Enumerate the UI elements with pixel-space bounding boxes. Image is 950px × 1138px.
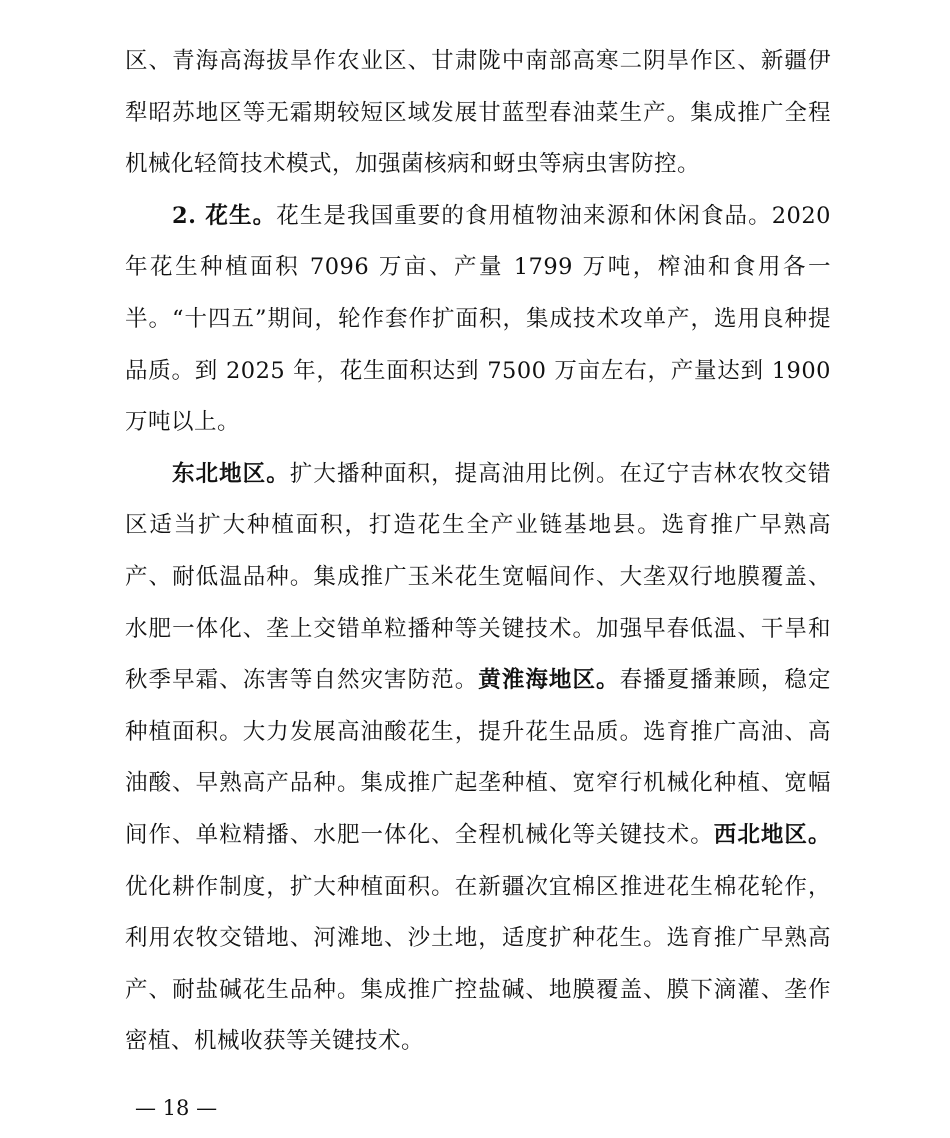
region-heading-northeast: 东北地区。 <box>172 460 290 487</box>
paragraph-peanut-regions <box>125 449 831 1068</box>
page-number: — 18 — <box>135 1096 218 1120</box>
document-body <box>125 36 831 1068</box>
paragraph-oilseed-rape-regions <box>125 36 831 191</box>
paragraph-peanut-overview <box>125 191 831 449</box>
region-heading-huang-huai-hai: 黄淮海地区。 <box>478 667 620 694</box>
paragraph-text: 春播夏播兼顾，稳定种植面积。大力发展高油酸花生，提升花生品质。选育推广高油、高油酸、早熟高产品种。集成推广起垄种植、宽窄行机械化种植、宽幅间作、单粒精播、水肥一体化、全程机械化等关键技术。 <box>125 667 831 848</box>
paragraph-text: 优化耕作制度，扩大种植面积。在新疆次宜棉区推进花生棉花轮作，利用农牧交错地、河滩地、沙土地，适度扩种花生。选育推广早熟高产、耐盐碱花生品种。集成推广控盐碱、地膜覆盖、膜下滴灌、垄作密植、机械收获等关键技术。 <box>125 873 831 1055</box>
paragraph-text: 区、青海高海拔旱作农业区、甘肃陇中南部高寒二阴旱作区、新疆伊犁昭苏地区等无霜期较短区域发展甘蓝型春油菜生产。集成推广全程机械化轻简技术模式，加强菌核病和蚜虫等病虫害防控。 <box>125 48 831 178</box>
section-heading-peanut: 2. 花生。 <box>172 202 277 229</box>
paragraph-text: 花生是我国重要的食用植物油来源和休闲食品。2020 年花生种植面积 7096 万亩、产量 1799 万吨，榨油和食用各一半。“十四五”期间，轮作套作扩面积，集成技术攻单产，选用良种提品质。到 2025 年，花生面积达到 7500 万亩左右，产量达到 1900 万吨以上。 <box>125 202 832 436</box>
paragraph-text: 扩大播种面积，提高油用比例。在辽宁吉林农牧交错区适当扩大种植面积，打造花生全产业链基地县。选育推广早熟高产、耐低温品种。集成推广玉米花生宽幅间作、大垄双行地膜覆盖、水肥一体化、垄上交错单粒播种等关键技术。加强早春低温、干旱和秋季早霜、冻害等自然灾害防范。 <box>125 460 831 694</box>
region-heading-northwest: 西北地区。 <box>713 821 831 848</box>
